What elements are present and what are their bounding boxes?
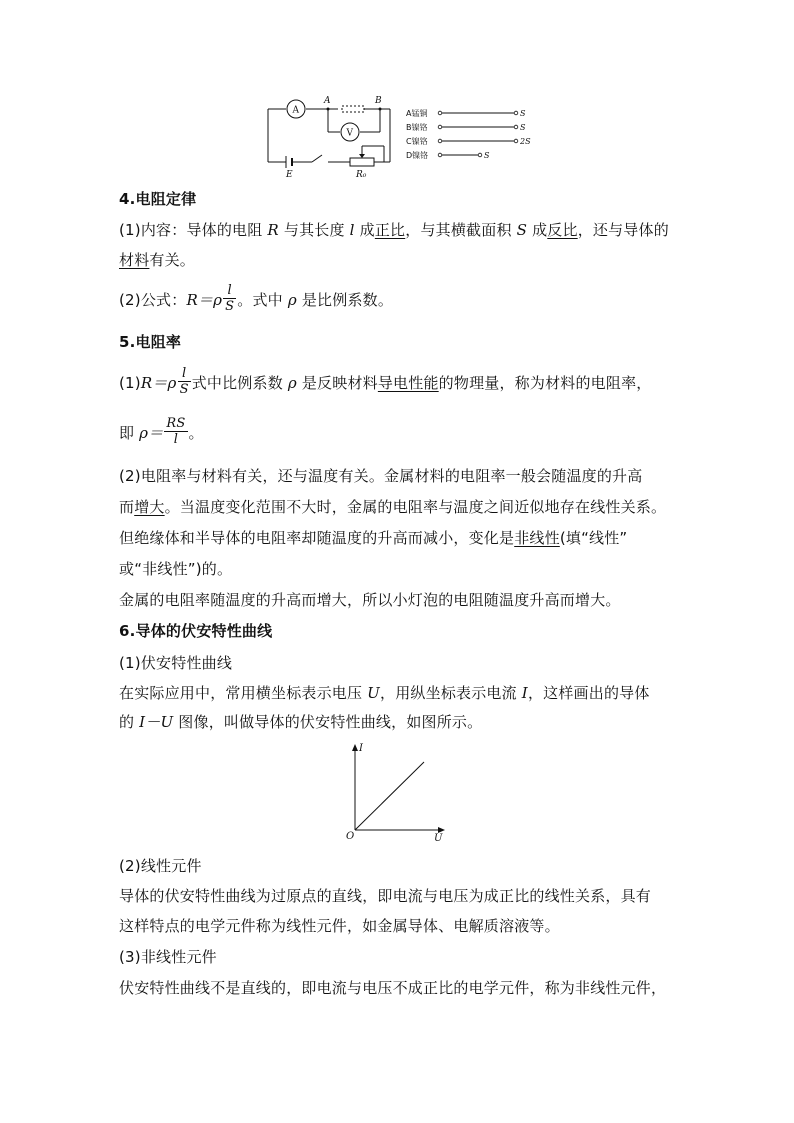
law-formula-line: (2)公式：R＝ρ $\frac{l}{S}$ 。式中 ρ 是比例系数。 — [119, 283, 394, 314]
wire-a-area: S — [520, 109, 526, 118]
linear-text-line-1: 导体的伏安特性曲线为过原点的直线，即电流与电压为成正比的线性关系，具有 — [119, 887, 652, 905]
origin-label: O — [346, 831, 355, 842]
iv-subheading-2: (2)线性元件 — [119, 857, 202, 875]
battery-label: E — [286, 170, 293, 180]
blank-material: 材料 — [119, 251, 150, 269]
y-axis-arrow-icon — [352, 744, 358, 751]
wire-d-label: D镍铬 — [406, 151, 429, 160]
law-content-line-1: (1)内容：导体的电阻 R 与其长度 l 成正比，与其横截面积 S 成反比，还与导体的 — [119, 221, 669, 239]
blank-proportional: 正比 — [374, 221, 406, 239]
heading-resistance-law: 4.电阻定律 — [119, 190, 197, 208]
blank-conductivity: 导电性能 — [377, 374, 439, 392]
y-axis-label: I — [359, 743, 363, 754]
law-content-line-2: 材料有关。 — [119, 251, 196, 269]
blank-increase: 增大 — [134, 498, 165, 516]
resistivity-line-2: 即 ρ＝ $\frac{RS}{l}$ 。 — [119, 416, 204, 447]
iv-line — [355, 762, 424, 830]
resistivity-line-1: (1)R＝ρ $\frac{l}{S}$ 式中比例系数 ρ 是反映材料导电性能的物理量，称为材料的电阻率， — [119, 366, 652, 397]
wire-c-area: 2S — [520, 137, 531, 146]
node-a-label: A — [324, 96, 331, 106]
wire-a-label: A锰铜 — [406, 109, 428, 118]
nonlinear-text-line-1: 伏安特性曲线不是直线的，即电流与电压不成正比的电学元件，称为非线性元件， — [119, 979, 667, 997]
wire-c-label: C镍铬 — [406, 137, 428, 146]
linear-text-line-2: 这样特点的电学元件称为线性元件，如金属导体、电解质溶液等。 — [119, 917, 560, 935]
circuit-diagram — [262, 92, 542, 180]
resistivity-p2-line-4: 或“非线性”)的。 — [119, 560, 233, 578]
fraction-l-over-s: $\frac{l}{S}$ — [179, 366, 189, 397]
iv-text-line-1: 在实际应用中，常用横坐标表示电压 U，用纵坐标表示电流 I，这样画出的导体 — [119, 684, 650, 702]
resistivity-p2-line-3: 但绝缘体和半导体的电阻率却随温度的升高而减小，变化是非线性(填“线性” — [119, 529, 628, 547]
blank-inverse: 反比 — [547, 221, 578, 239]
wire-b-area: S — [520, 123, 526, 132]
wire-d-area: S — [484, 151, 490, 160]
iv-subheading-1: (1)伏安特性曲线 — [119, 654, 233, 672]
iv-text-line-2: 的 I－U 图像，叫做导体的伏安特性曲线，如图所示。 — [119, 713, 483, 731]
fraction-l-over-s: $\frac{l}{S}$ — [225, 283, 235, 314]
rheostat-label: R₀ — [356, 170, 367, 180]
blank-nonlinear: 非线性 — [514, 529, 560, 547]
resistivity-p2-line-1: (2)电阻率与材料有关，还与温度有关。金属材料的电阻率一般会随温度的升高 — [119, 467, 643, 485]
wire-b-label: B镍铬 — [406, 123, 428, 132]
resistivity-note: 金属的电阻率随温度的升高而增大，所以小灯泡的电阻随温度升高而增大。 — [119, 591, 621, 609]
ammeter-label: A — [292, 105, 299, 116]
iv-graph — [340, 742, 450, 842]
voltmeter-label: V — [346, 128, 353, 139]
heading-resistivity: 5.电阻率 — [119, 333, 182, 351]
x-axis-label: U — [434, 833, 443, 842]
fraction-rs-over-l: $\frac{RS}{l}$ — [166, 416, 186, 447]
node-b-label: B — [375, 96, 382, 106]
resistivity-p2-line-2: 而增大。当温度变化范围不大时，金属的电阻率与温度之间近似地存在线性关系。 — [119, 498, 667, 516]
iv-subheading-3: (3)非线性元件 — [119, 948, 217, 966]
heading-iv-curve: 6.导体的伏安特性曲线 — [119, 622, 273, 640]
